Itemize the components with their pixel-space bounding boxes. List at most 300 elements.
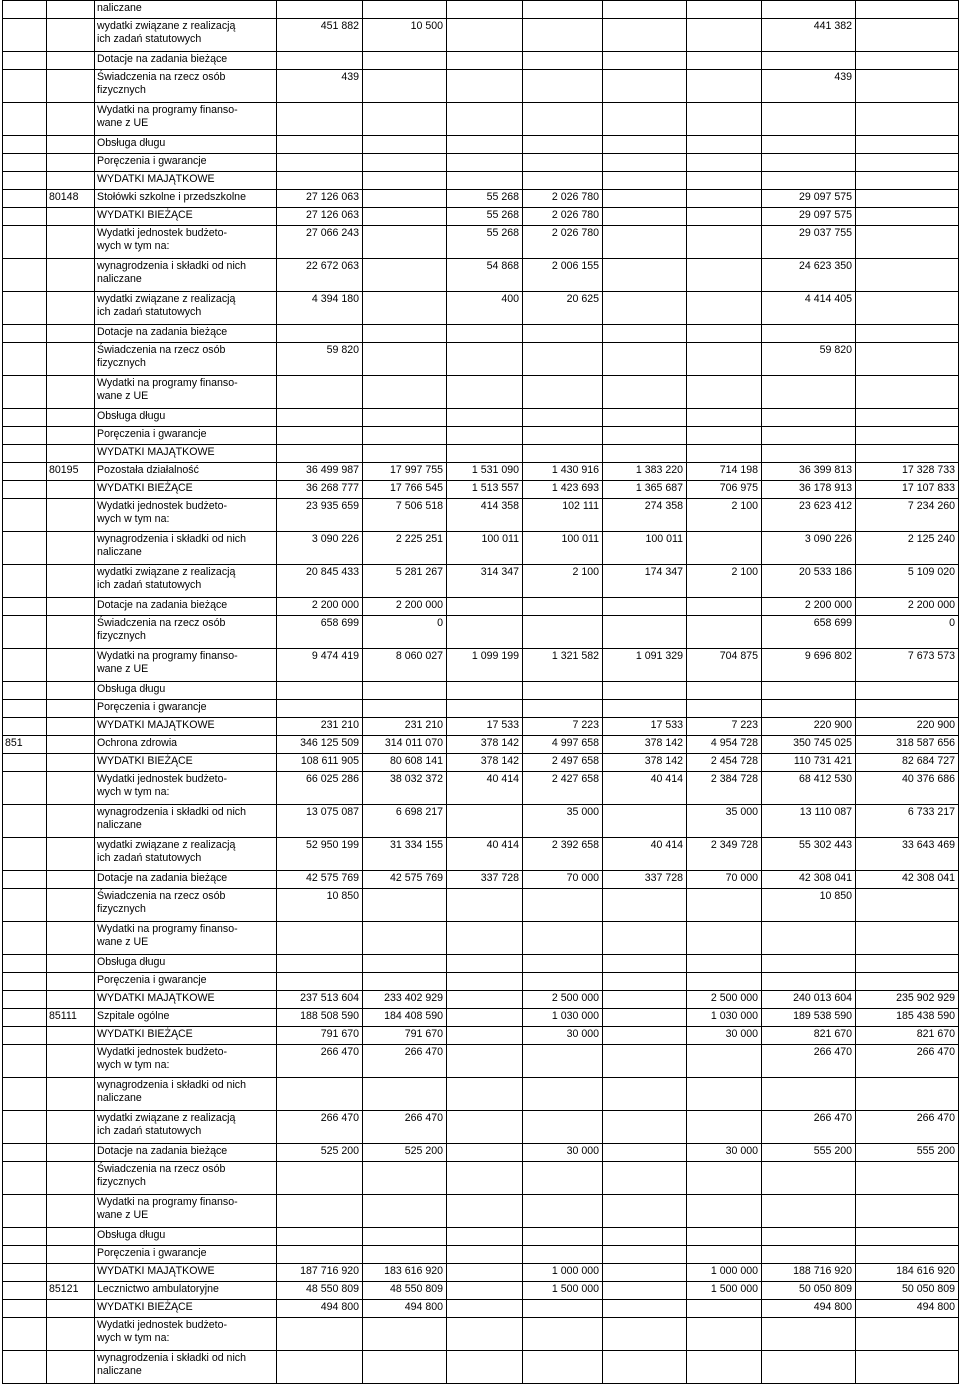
amount-cell: [603, 208, 687, 226]
amount-cell: 5 109 020: [856, 565, 959, 598]
amount-cell: [363, 922, 447, 955]
amount-cell: 55 302 443: [762, 838, 856, 871]
table-row: [3, 499, 959, 532]
amount-cell: [687, 19, 762, 52]
dzial-cell: [3, 172, 47, 190]
amount-cell: 36 399 813: [762, 463, 856, 481]
amount-cell: [363, 700, 447, 718]
amount-cell: [523, 154, 603, 172]
amount-cell: [277, 172, 363, 190]
amount-cell: 1 030 000: [523, 1009, 603, 1027]
amount-cell: [603, 172, 687, 190]
expense-label-cell: wydatki związane z realizacją ich zadań statutowych: [95, 292, 277, 325]
table-row: [3, 1162, 959, 1195]
amount-cell: [603, 445, 687, 463]
amount-cell: 314 347: [447, 565, 523, 598]
amount-cell: [523, 103, 603, 136]
amount-cell: 55 268: [447, 190, 523, 208]
dzial-cell: [3, 325, 47, 343]
amount-cell: [603, 376, 687, 409]
amount-cell: 4 394 180: [277, 292, 363, 325]
expense-label-cell: Wydatki na programy finanso- wane z UE: [95, 1195, 277, 1228]
amount-cell: 36 268 777: [277, 481, 363, 499]
amount-cell: [363, 955, 447, 973]
rozdzial-cell: 80148: [47, 190, 95, 208]
dzial-cell: [3, 889, 47, 922]
amount-cell: 40 414: [603, 772, 687, 805]
rozdzial-cell: [47, 532, 95, 565]
expense-label-cell: wynagrodzenia i składki od nich naliczane: [95, 805, 277, 838]
amount-cell: 555 200: [762, 1144, 856, 1162]
amount-cell: 29 097 575: [762, 208, 856, 226]
rozdzial-cell: [47, 1264, 95, 1282]
amount-cell: [856, 1351, 959, 1384]
amount-cell: [687, 922, 762, 955]
table-row: [3, 409, 959, 427]
rozdzial-cell: [47, 427, 95, 445]
expense-label-cell: Dotacje na zadania bieżące: [95, 52, 277, 70]
amount-cell: 9 474 419: [277, 649, 363, 682]
amount-cell: [687, 208, 762, 226]
amount-cell: 38 032 372: [363, 772, 447, 805]
table-row: [3, 736, 959, 754]
amount-cell: [363, 1318, 447, 1351]
amount-cell: [523, 445, 603, 463]
amount-cell: 29 037 755: [762, 226, 856, 259]
table-row: [3, 754, 959, 772]
amount-cell: [277, 1318, 363, 1351]
amount-cell: [277, 700, 363, 718]
expense-label-cell: WYDATKI MAJĄTKOWE: [95, 1264, 277, 1282]
amount-cell: [277, 376, 363, 409]
amount-cell: [277, 154, 363, 172]
amount-cell: [687, 325, 762, 343]
dzial-cell: [3, 1264, 47, 1282]
table-row: [3, 955, 959, 973]
amount-cell: 3 090 226: [762, 532, 856, 565]
amount-cell: [603, 1027, 687, 1045]
amount-cell: [856, 427, 959, 445]
table-row: [3, 208, 959, 226]
table-row: [3, 226, 959, 259]
amount-cell: 184 408 590: [363, 1009, 447, 1027]
amount-cell: 220 900: [856, 718, 959, 736]
amount-cell: [447, 1246, 523, 1264]
amount-cell: [363, 103, 447, 136]
dzial-cell: [3, 1162, 47, 1195]
amount-cell: 0: [363, 616, 447, 649]
dzial-cell: [3, 136, 47, 154]
amount-cell: 494 800: [856, 1300, 959, 1318]
dzial-cell: [3, 649, 47, 682]
amount-cell: [762, 136, 856, 154]
amount-cell: 266 470: [277, 1111, 363, 1144]
amount-cell: [762, 973, 856, 991]
amount-cell: 7 223: [687, 718, 762, 736]
rozdzial-cell: [47, 1318, 95, 1351]
amount-cell: 30 000: [523, 1027, 603, 1045]
rozdzial-cell: [47, 445, 95, 463]
amount-cell: 2 200 000: [856, 598, 959, 616]
amount-cell: 1 500 000: [687, 1282, 762, 1300]
amount-cell: 555 200: [856, 1144, 959, 1162]
rozdzial-cell: [47, 1045, 95, 1078]
amount-cell: 35 000: [687, 805, 762, 838]
dzial-cell: [3, 532, 47, 565]
amount-cell: 23 935 659: [277, 499, 363, 532]
amount-cell: [687, 427, 762, 445]
table-row: [3, 103, 959, 136]
amount-cell: 231 210: [363, 718, 447, 736]
amount-cell: 378 142: [603, 736, 687, 754]
amount-cell: [687, 376, 762, 409]
rozdzial-cell: [47, 973, 95, 991]
amount-cell: 266 470: [856, 1045, 959, 1078]
amount-cell: [363, 70, 447, 103]
amount-cell: 31 334 155: [363, 838, 447, 871]
amount-cell: 494 800: [363, 1300, 447, 1318]
amount-cell: 17 328 733: [856, 463, 959, 481]
amount-cell: 110 731 421: [762, 754, 856, 772]
table-row: [3, 259, 959, 292]
amount-cell: [363, 1, 447, 19]
amount-cell: 2 427 658: [523, 772, 603, 805]
amount-cell: [523, 70, 603, 103]
amount-cell: [762, 154, 856, 172]
table-row: [3, 136, 959, 154]
amount-cell: [523, 1045, 603, 1078]
amount-cell: [277, 52, 363, 70]
amount-cell: [856, 889, 959, 922]
amount-cell: 337 728: [603, 871, 687, 889]
amount-cell: [687, 259, 762, 292]
amount-cell: [523, 682, 603, 700]
rozdzial-cell: [47, 226, 95, 259]
amount-cell: [447, 136, 523, 154]
rozdzial-cell: [47, 1078, 95, 1111]
amount-cell: [603, 1, 687, 19]
expense-label-cell: Świadczenia na rzecz osób fizycznych: [95, 616, 277, 649]
amount-cell: [277, 136, 363, 154]
amount-cell: 1 531 090: [447, 463, 523, 481]
rozdzial-cell: [47, 1027, 95, 1045]
expense-label-cell: wydatki związane z realizacją ich zadań statutowych: [95, 565, 277, 598]
amount-cell: 13 075 087: [277, 805, 363, 838]
amount-cell: 791 670: [277, 1027, 363, 1045]
amount-cell: 100 011: [447, 532, 523, 565]
expense-label-cell: Wydatki na programy finanso- wane z UE: [95, 103, 277, 136]
amount-cell: 1 030 000: [687, 1009, 762, 1027]
expense-label-cell: Wydatki na programy finanso- wane z UE: [95, 922, 277, 955]
amount-cell: [856, 1246, 959, 1264]
dzial-cell: [3, 1318, 47, 1351]
amount-cell: 42 308 041: [762, 871, 856, 889]
amount-cell: [447, 1045, 523, 1078]
expense-label-cell: Ochrona zdrowia: [95, 736, 277, 754]
amount-cell: 231 210: [277, 718, 363, 736]
amount-cell: [363, 376, 447, 409]
dzial-cell: [3, 718, 47, 736]
amount-cell: 7 223: [523, 718, 603, 736]
dzial-cell: [3, 499, 47, 532]
amount-cell: [447, 1027, 523, 1045]
amount-cell: [363, 682, 447, 700]
rozdzial-cell: [47, 1246, 95, 1264]
amount-cell: [447, 991, 523, 1009]
rozdzial-cell: [47, 682, 95, 700]
rozdzial-cell: [47, 1111, 95, 1144]
amount-cell: [523, 1351, 603, 1384]
amount-cell: 1 000 000: [687, 1264, 762, 1282]
amount-cell: [603, 1351, 687, 1384]
table-row: [3, 343, 959, 376]
dzial-cell: [3, 955, 47, 973]
expense-label-cell: WYDATKI MAJĄTKOWE: [95, 991, 277, 1009]
expense-label-cell: Wydatki jednostek budżeto- wych w tym na:: [95, 1318, 277, 1351]
expense-label-cell: Poręczenia i gwarancje: [95, 427, 277, 445]
amount-cell: [363, 208, 447, 226]
amount-cell: 42 575 769: [363, 871, 447, 889]
amount-cell: 20 845 433: [277, 565, 363, 598]
amount-cell: 20 625: [523, 292, 603, 325]
amount-cell: 40 414: [603, 838, 687, 871]
expense-label-cell: Poręczenia i gwarancje: [95, 1246, 277, 1264]
expense-label-cell: Obsługa długu: [95, 136, 277, 154]
amount-cell: [603, 1045, 687, 1078]
amount-cell: [856, 1195, 959, 1228]
rozdzial-cell: [47, 955, 95, 973]
amount-cell: 36 178 913: [762, 481, 856, 499]
amount-cell: [523, 1111, 603, 1144]
table-row: [3, 376, 959, 409]
table-row: [3, 1282, 959, 1300]
rozdzial-cell: [47, 481, 95, 499]
amount-cell: 100 011: [523, 532, 603, 565]
amount-cell: [523, 19, 603, 52]
amount-cell: [687, 1045, 762, 1078]
amount-cell: 1 091 329: [603, 649, 687, 682]
amount-cell: 30 000: [523, 1144, 603, 1162]
amount-cell: [603, 1111, 687, 1144]
amount-cell: 1 365 687: [603, 481, 687, 499]
amount-cell: [277, 427, 363, 445]
rozdzial-cell: [47, 52, 95, 70]
dzial-cell: [3, 409, 47, 427]
dzial-cell: [3, 1351, 47, 1384]
amount-cell: 400: [447, 292, 523, 325]
amount-cell: [447, 616, 523, 649]
rozdzial-cell: [47, 172, 95, 190]
amount-cell: [687, 52, 762, 70]
amount-cell: [762, 103, 856, 136]
amount-cell: 27 126 063: [277, 208, 363, 226]
amount-cell: [277, 1246, 363, 1264]
amount-cell: [363, 136, 447, 154]
amount-cell: 27 066 243: [277, 226, 363, 259]
amount-cell: [363, 1078, 447, 1111]
dzial-cell: [3, 154, 47, 172]
amount-cell: [687, 1228, 762, 1246]
expense-label-cell: Wydatki jednostek budżeto- wych w tym na:: [95, 226, 277, 259]
amount-cell: 2 125 240: [856, 532, 959, 565]
amount-cell: [447, 1144, 523, 1162]
amount-cell: [762, 1, 856, 19]
expense-label-cell: naliczane: [95, 1, 277, 19]
amount-cell: 1 513 557: [447, 481, 523, 499]
amount-cell: [603, 598, 687, 616]
rozdzial-cell: [47, 772, 95, 805]
amount-cell: [523, 1078, 603, 1111]
amount-cell: [856, 103, 959, 136]
amount-cell: [447, 805, 523, 838]
expense-label-cell: Wydatki na programy finanso- wane z UE: [95, 376, 277, 409]
amount-cell: 2 100: [523, 565, 603, 598]
table-row: [3, 682, 959, 700]
rozdzial-cell: [47, 376, 95, 409]
amount-cell: [603, 154, 687, 172]
expense-label-cell: WYDATKI MAJĄTKOWE: [95, 172, 277, 190]
amount-cell: [687, 1162, 762, 1195]
amount-cell: [277, 1195, 363, 1228]
amount-cell: [363, 1351, 447, 1384]
table-row: [3, 19, 959, 52]
amount-cell: [856, 226, 959, 259]
amount-cell: 9 696 802: [762, 649, 856, 682]
expense-label-cell: WYDATKI BIEŻĄCE: [95, 1027, 277, 1045]
amount-cell: 2 026 780: [523, 208, 603, 226]
expense-label-cell: wynagrodzenia i składki od nich naliczane: [95, 1351, 277, 1384]
amount-cell: [687, 1195, 762, 1228]
amount-cell: 10 500: [363, 19, 447, 52]
amount-cell: 54 868: [447, 259, 523, 292]
amount-cell: 240 013 604: [762, 991, 856, 1009]
amount-cell: 2 500 000: [523, 991, 603, 1009]
amount-cell: 0: [856, 616, 959, 649]
dzial-cell: [3, 700, 47, 718]
amount-cell: [687, 973, 762, 991]
expense-label-cell: Wydatki jednostek budżeto- wych w tym na:: [95, 1045, 277, 1078]
expense-label-cell: Poręczenia i gwarancje: [95, 973, 277, 991]
dzial-cell: [3, 376, 47, 409]
amount-cell: [687, 136, 762, 154]
rozdzial-cell: [47, 805, 95, 838]
amount-cell: 7 673 573: [856, 649, 959, 682]
dzial-cell: [3, 565, 47, 598]
amount-cell: 6 698 217: [363, 805, 447, 838]
amount-cell: [603, 19, 687, 52]
dzial-cell: [3, 481, 47, 499]
amount-cell: [687, 532, 762, 565]
amount-cell: [447, 1282, 523, 1300]
table-row: [3, 871, 959, 889]
dzial-cell: [3, 922, 47, 955]
dzial-cell: [3, 772, 47, 805]
amount-cell: [762, 325, 856, 343]
amount-cell: [687, 682, 762, 700]
expense-label-cell: Obsługa długu: [95, 1228, 277, 1246]
amount-cell: [277, 955, 363, 973]
amount-cell: [603, 1318, 687, 1351]
rozdzial-cell: [47, 1144, 95, 1162]
table-row: [3, 292, 959, 325]
dzial-cell: [3, 463, 47, 481]
dzial-cell: [3, 616, 47, 649]
amount-cell: [603, 955, 687, 973]
rozdzial-cell: [47, 838, 95, 871]
rozdzial-cell: [47, 736, 95, 754]
amount-cell: [447, 1111, 523, 1144]
amount-cell: [603, 889, 687, 922]
expense-label-cell: Świadczenia na rzecz osób fizycznych: [95, 1162, 277, 1195]
amount-cell: 1 423 693: [523, 481, 603, 499]
dzial-cell: [3, 1300, 47, 1318]
amount-cell: [687, 1246, 762, 1264]
amount-cell: [447, 955, 523, 973]
amount-cell: 174 347: [603, 565, 687, 598]
expense-label-cell: Pozostała działalność: [95, 463, 277, 481]
rozdzial-cell: [47, 292, 95, 325]
amount-cell: 17 997 755: [363, 463, 447, 481]
amount-cell: 378 142: [447, 754, 523, 772]
amount-cell: [447, 1300, 523, 1318]
table-row: [3, 889, 959, 922]
amount-cell: [447, 1264, 523, 1282]
amount-cell: [363, 259, 447, 292]
amount-cell: [762, 922, 856, 955]
amount-cell: 266 470: [363, 1045, 447, 1078]
rozdzial-cell: [47, 700, 95, 718]
amount-cell: 59 820: [762, 343, 856, 376]
amount-cell: [603, 70, 687, 103]
amount-cell: [523, 1246, 603, 1264]
amount-cell: 337 728: [447, 871, 523, 889]
dzial-cell: [3, 973, 47, 991]
amount-cell: [762, 1228, 856, 1246]
amount-cell: [603, 973, 687, 991]
dzial-cell: [3, 1144, 47, 1162]
amount-cell: 102 111: [523, 499, 603, 532]
amount-cell: [363, 1246, 447, 1264]
amount-cell: [447, 376, 523, 409]
amount-cell: [277, 1078, 363, 1111]
amount-cell: [687, 1351, 762, 1384]
amount-cell: 70 000: [687, 871, 762, 889]
rozdzial-cell: [47, 154, 95, 172]
table-row: [3, 70, 959, 103]
dzial-cell: [3, 1009, 47, 1027]
amount-cell: [856, 409, 959, 427]
table-row: [3, 772, 959, 805]
table-row: [3, 445, 959, 463]
amount-cell: 1 321 582: [523, 649, 603, 682]
table-row: [3, 154, 959, 172]
dzial-cell: [3, 226, 47, 259]
amount-cell: [762, 445, 856, 463]
amount-cell: 188 716 920: [762, 1264, 856, 1282]
table-row: [3, 1228, 959, 1246]
amount-cell: [687, 1111, 762, 1144]
expense-label-cell: Lecznictwo ambulatoryjne: [95, 1282, 277, 1300]
dzial-cell: [3, 259, 47, 292]
amount-cell: [447, 1078, 523, 1111]
amount-cell: [363, 889, 447, 922]
amount-cell: 220 900: [762, 718, 856, 736]
amount-cell: [856, 292, 959, 325]
amount-cell: 189 538 590: [762, 1009, 856, 1027]
expense-label-cell: Świadczenia na rzecz osób fizycznych: [95, 70, 277, 103]
amount-cell: [603, 292, 687, 325]
amount-cell: [363, 226, 447, 259]
